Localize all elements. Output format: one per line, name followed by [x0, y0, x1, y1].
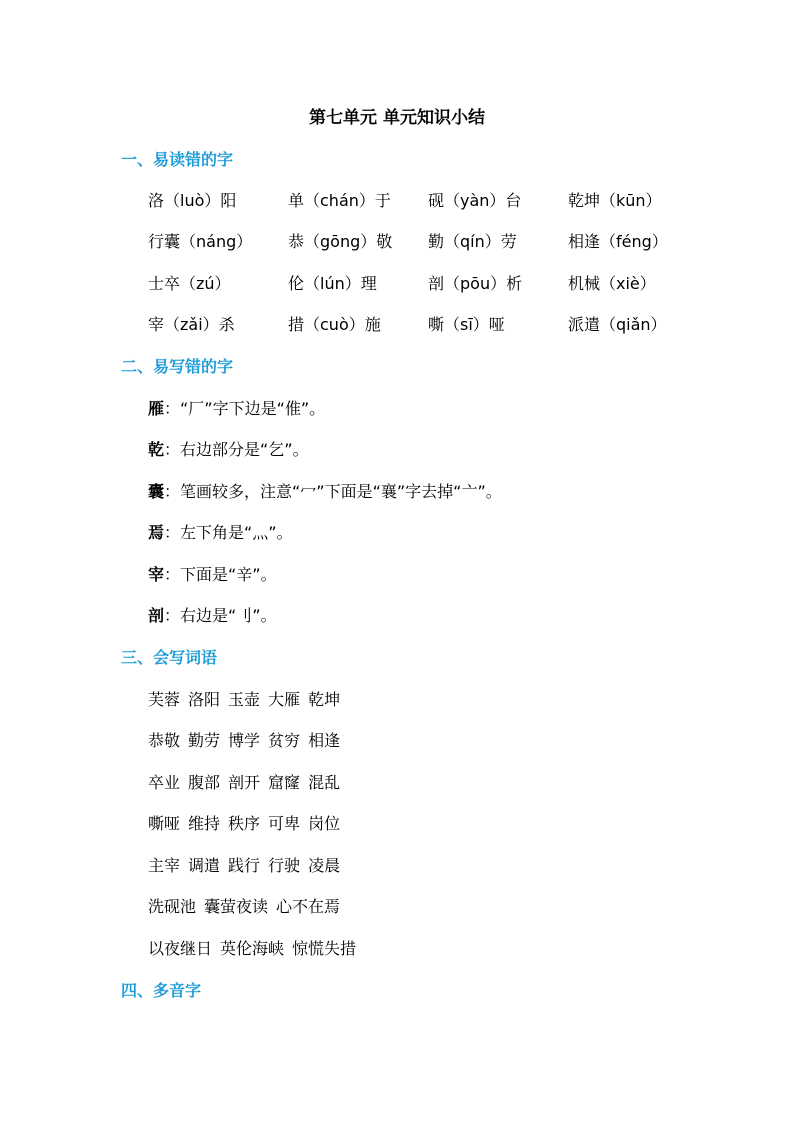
item-text: ：右边部分是“乞”。: [164, 440, 309, 460]
word: 可卑: [268, 814, 301, 834]
word: 惊慌失措: [292, 938, 357, 958]
key-char: 囊: [148, 481, 165, 501]
word: 玉壶: [228, 689, 261, 709]
key-char: 雁: [148, 398, 165, 418]
word: 嘶哑: [148, 814, 181, 834]
word: 行驶: [268, 855, 301, 875]
grid-cell: 剖（pōu）析: [428, 273, 523, 293]
word: 调遣: [188, 855, 221, 875]
word: 恭敬: [148, 731, 181, 751]
grid-cell: 乾坤（kūn）: [568, 190, 662, 210]
section-heading-misread: 一、易读错的字: [121, 150, 234, 169]
grid-row: [148, 263, 708, 305]
section-heading-words: 三、会写词语: [121, 648, 218, 667]
item-text: ：下面是“辛”。: [164, 564, 277, 584]
key-char: 宰: [148, 564, 165, 584]
word: 勤劳: [188, 731, 221, 751]
word: 维持: [188, 814, 221, 834]
grid-cell: 砚（yàn）台: [428, 190, 522, 210]
grid-row: [148, 305, 708, 347]
list-item: [148, 554, 748, 596]
word: 秩序: [228, 814, 261, 834]
word-line: [148, 887, 748, 929]
page-title: 第七单元 单元知识小结: [309, 108, 485, 128]
grid-cell: 士卒（zú）: [148, 273, 231, 293]
section-heading-polyphonic: 四、多音字: [121, 981, 202, 1000]
word: 主宰: [148, 855, 181, 875]
grid-cell: 洛（luò）阳: [148, 190, 237, 210]
grid-cell: 派遣（qiǎn）: [568, 315, 667, 335]
item-text: ：笔画较多，注意“冖”下面是“襄”字去掉“亠”。: [164, 481, 502, 501]
grid-cell: 伦（lún）理: [288, 273, 377, 293]
word: 洗砚池: [148, 897, 197, 917]
word: 践行: [228, 855, 261, 875]
item-text: ：“厂”字下边是“倠”。: [164, 398, 326, 418]
list-item: [148, 388, 748, 430]
list-item: [148, 596, 748, 638]
word: 囊萤夜读: [204, 897, 269, 917]
grid-cell: 行囊（náng）: [148, 232, 253, 252]
grid-cell: 单（chán）于: [288, 190, 391, 210]
word: 混乱: [308, 772, 341, 792]
word-line: [148, 928, 748, 970]
miswritten-list: [148, 388, 748, 637]
misread-grid: [148, 180, 708, 346]
word: 心不在焉: [276, 897, 341, 917]
word: 窟窿: [268, 772, 301, 792]
grid-row: [148, 222, 708, 264]
item-text: ：左下角是“灬”。: [164, 523, 293, 543]
word-line: [148, 804, 748, 846]
word: 乾坤: [308, 689, 341, 709]
grid-cell: 恭（gōng）敬: [288, 232, 393, 252]
word: 英伦海峡: [220, 938, 285, 958]
grid-cell: 勤（qín）劳: [428, 232, 517, 252]
list-item: [148, 513, 748, 555]
word-line: [148, 845, 748, 887]
word-line: [148, 679, 748, 721]
grid-cell: 机械（xiè）: [568, 273, 656, 293]
list-item: [148, 430, 748, 472]
grid-cell: 嘶（sī）哑: [428, 315, 505, 335]
word: 芙蓉: [148, 689, 181, 709]
grid-cell: 宰（zǎi）杀: [148, 315, 235, 335]
word: 洛阳: [188, 689, 221, 709]
word: 凌晨: [308, 855, 341, 875]
word: 卒业: [148, 772, 181, 792]
key-char: 剖: [148, 606, 165, 626]
grid-cell: 措（cuò）施: [288, 315, 381, 335]
grid-row: [148, 180, 708, 222]
key-char: 乾: [148, 440, 165, 460]
section-heading-miswritten: 二、易写错的字: [121, 357, 234, 376]
word: 大雁: [268, 689, 301, 709]
words-list: [148, 679, 748, 970]
list-item: [148, 471, 748, 513]
word: 剖开: [228, 772, 261, 792]
grid-cell: 相逢（féng）: [568, 232, 668, 252]
word-line: [148, 762, 748, 804]
word: 相逢: [308, 731, 341, 751]
word: 以夜继日: [148, 938, 213, 958]
word: 博学: [228, 731, 261, 751]
word: 腹部: [188, 772, 221, 792]
word-line: [148, 721, 748, 763]
item-text: ：右边是“刂”。: [164, 606, 277, 626]
word: 岗位: [308, 814, 341, 834]
word: 贫穷: [268, 731, 301, 751]
key-char: 焉: [148, 523, 165, 543]
